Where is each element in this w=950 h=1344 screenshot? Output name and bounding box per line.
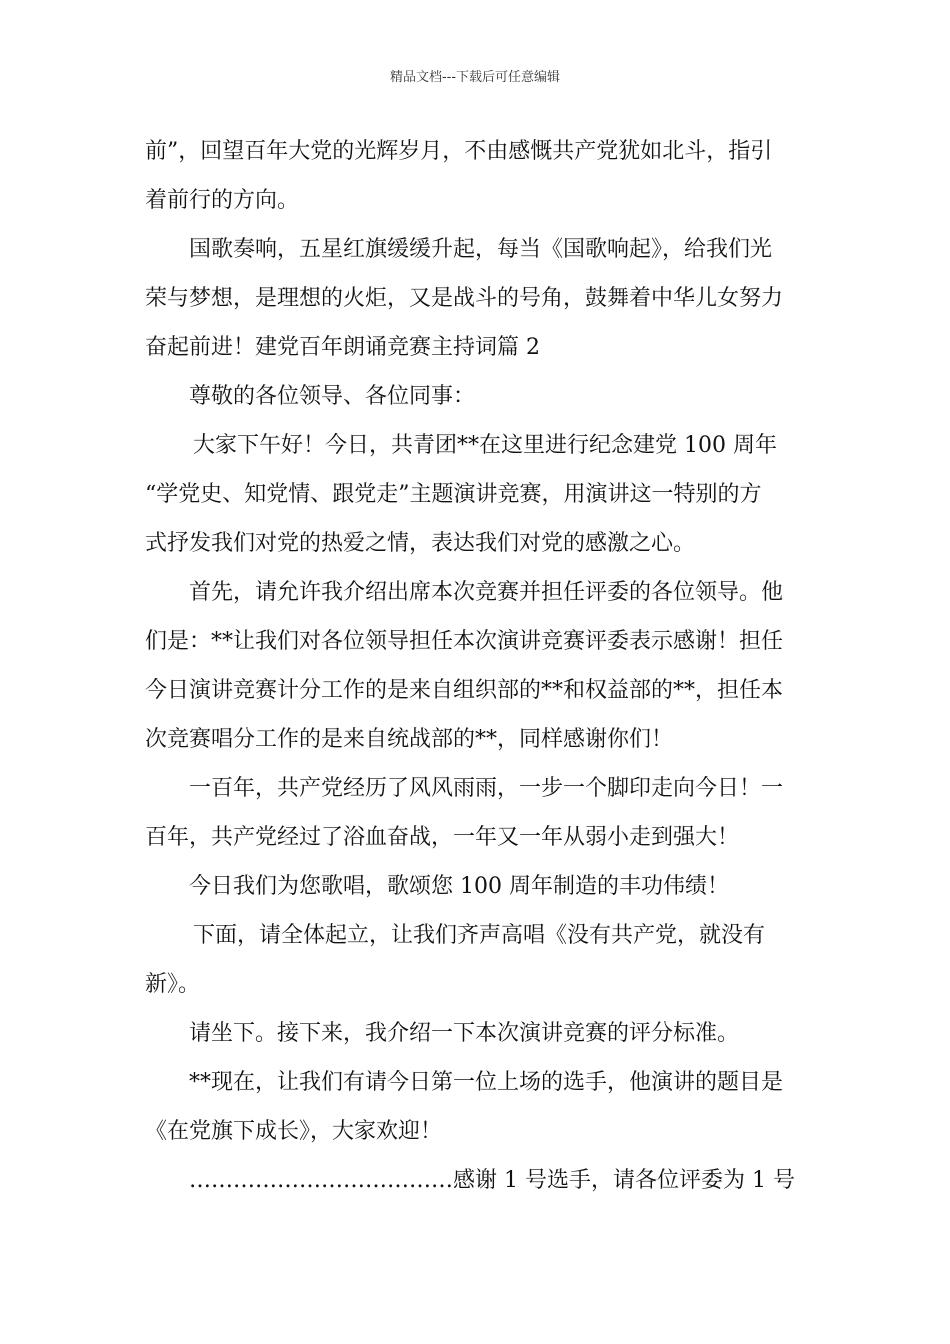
text-line: 大家下午好！今日，共青团**在这里进行纪念建党 100 周年 [193,433,777,458]
text-line: 今日演讲竞赛计分工作的是来自组织部的**和权益部的**，担任本 [145,678,784,703]
text-line: 们是：**让我们对各位领导担任本次演讲竞赛评委表示感谢！担任 [145,629,784,654]
text-line: 次竞赛唱分工作的是来自统战部的**，同样感谢你们！ [145,727,674,752]
text-line: 今日我们为您歌唱，歌颂您 100 周年制造的丰功伟绩！ [189,874,729,899]
page-header: 精品文档---下载后可任意编辑 [389,70,561,85]
text-line: 前”，回望百年大党的光辉岁月，不由感慨共产党犹如北斗，指引 [145,139,773,164]
text-line: 式抒发我们对党的热爱之情，表达我们对党的感激之心。 [145,531,696,556]
text-line: 国歌奏响，五星红旗缓缓升起，每当《国歌响起》，给我们光 [189,237,773,262]
text-line: 《在党旗下成长》，大家欢迎！ [145,1119,443,1144]
text-line: 一百年，共产党经历了风风雨雨，一步一个脚印走向今日！一 [189,776,784,801]
text-line: **现在，让我们有请今日第一位上场的选手，他演讲的题目是 [189,1070,784,1095]
text-line: “学党史、知党情、跟党走”主题演讲竞赛，用演讲这一特别的方 [145,482,762,507]
text-line: ………………………………感谢 1 号选手，请各位评委为 1 号 [189,1168,795,1193]
text-line: 荣与梦想，是理想的火炬，又是战斗的号角，鼓舞着中华儿女努力 [145,286,784,311]
text-line: 下面，请全体起立，让我们齐声高唱《没有共产党，就没有 [193,923,766,948]
text-line: 百年，共产党经过了浴血奋战，一年又一年从弱小走到强大！ [145,825,740,850]
text-line: 尊敬的各位领导、各位同事： [189,384,476,409]
text-line: 首先，请允许我介绍出席本次竞赛并担任评委的各位领导。他 [189,580,784,605]
text-line: 着前行的方向。 [145,188,300,213]
document-body [145,127,809,1205]
text-line: 请坐下。接下来，我介绍一下本次演讲竞赛的评分标准。 [189,1021,740,1046]
text-line: 奋起前进！建党百年朗诵竞赛主持词篇 2 [145,335,540,360]
text-line: 新》。 [145,972,201,997]
